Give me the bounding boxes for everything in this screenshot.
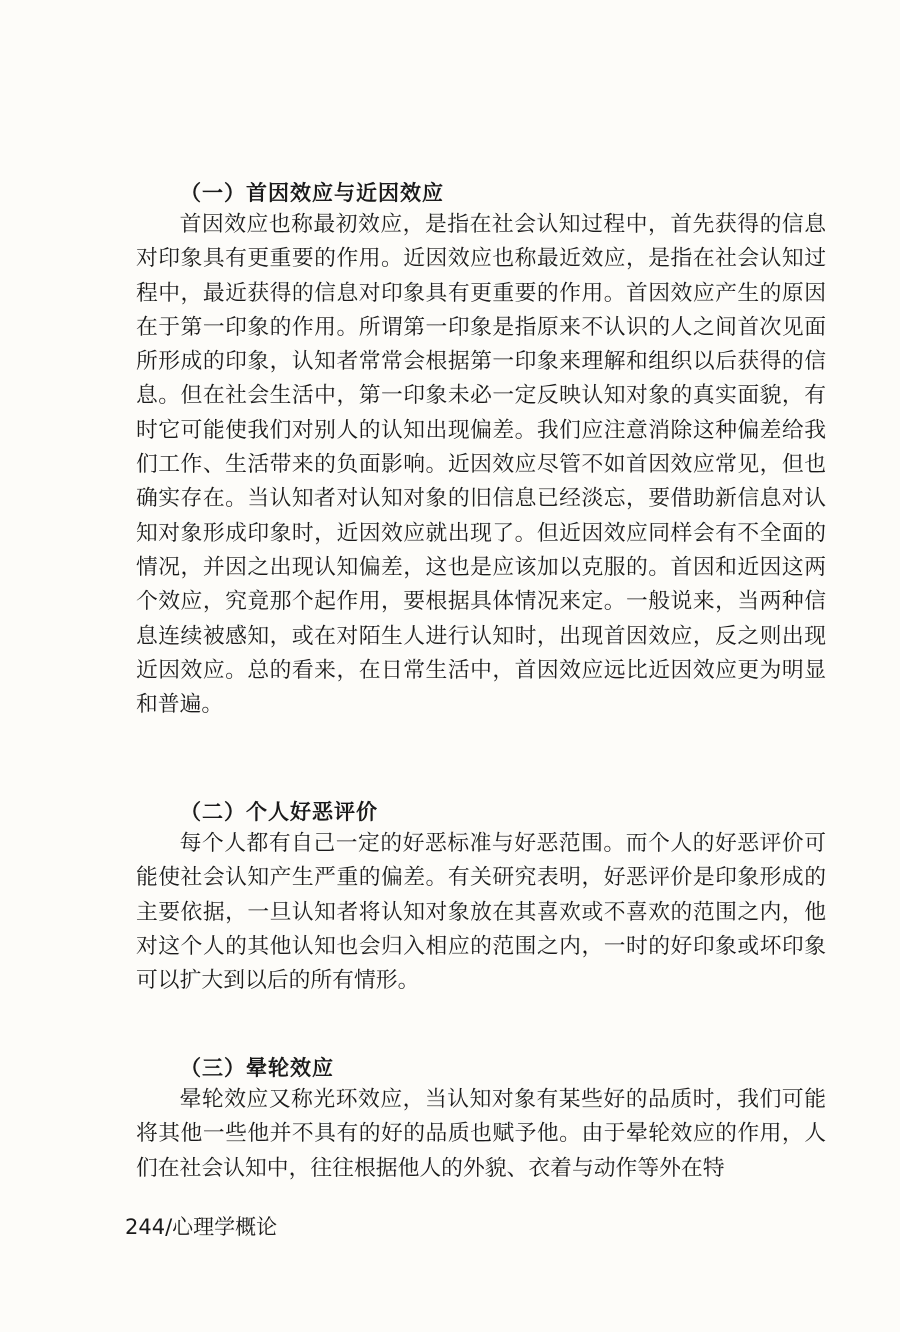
section-halo-effect [136, 1053, 826, 1186]
section-paragraph: 首因效应也称最初效应，是指在社会认知过程中，首先获得的信息对印象具有更重要的作用。近因效应也称最近效应，是指在社会认知过程中，最近获得的信息对印象具有更重要的作用。首因效应产生的原因在于第一印象的作用。所谓第一印象是指原来不认识的人之间首次见面所形成的印象，认知者常常会根据第一印象来理解和组织以后获得的信息。但在社会生活中，第一印象未必一定反映认知对象的真实面貌，有时它可能使我们对别人的认知出现偏差。我们应注意消除这种偏差给我们工作、生活带来的负面影响。近因效应尽管不如首因效应常见，但也确实存在。当认知者对认知对象的旧信息已经淡忘，要借助新信息对认知对象形成印象时，近因效应就出现了。但近因效应同样会有不全面的情况，并因之出现认知偏差，这也是应该加以克服的。首因和近因这两个效应，究竟那个起作用，要根据具体情况来定。一般说来，当两种信息连续被感知，或在对陌生人进行认知时，出现首因效应，反之则出现近因效应。总的看来，在日常生活中，首因效应远比近因效应更为明显和普遍。 [136, 212, 826, 718]
section-heading: （三）晕轮效应 [180, 1056, 334, 1080]
section-paragraph: 晕轮效应又称光环效应，当认知对象有某些好的品质时，我们可能将其他一些他并不具有的好的品质也赋予他。由于晕轮效应的作用，人们在社会认知中，往往根据他人的外貌、衣着与动作等外在特 [136, 1087, 826, 1181]
section-heading: （一）首因效应与近因效应 [180, 181, 444, 205]
page-number: 244 [125, 1215, 166, 1239]
book-title: 心理学概论 [172, 1215, 278, 1239]
page-footer [125, 1212, 277, 1242]
section-heading: （二）个人好恶评价 [180, 800, 378, 824]
section-primacy-recency [136, 178, 826, 722]
section-personal-preference [136, 797, 826, 998]
section-paragraph: 每个人都有自己一定的好恶标准与好恶范围。而个人的好恶评价可能使社会认知产生严重的偏差。有关研究表明，好恶评价是印象形成的主要依据，一旦认知者将认知对象放在其喜欢或不喜欢的范围之内，他对这个人的其他认知也会归入相应的范围之内，一时的好印象或坏印象可以扩大到以后的所有情形。 [136, 831, 826, 994]
footer-separator: / [165, 1215, 173, 1239]
